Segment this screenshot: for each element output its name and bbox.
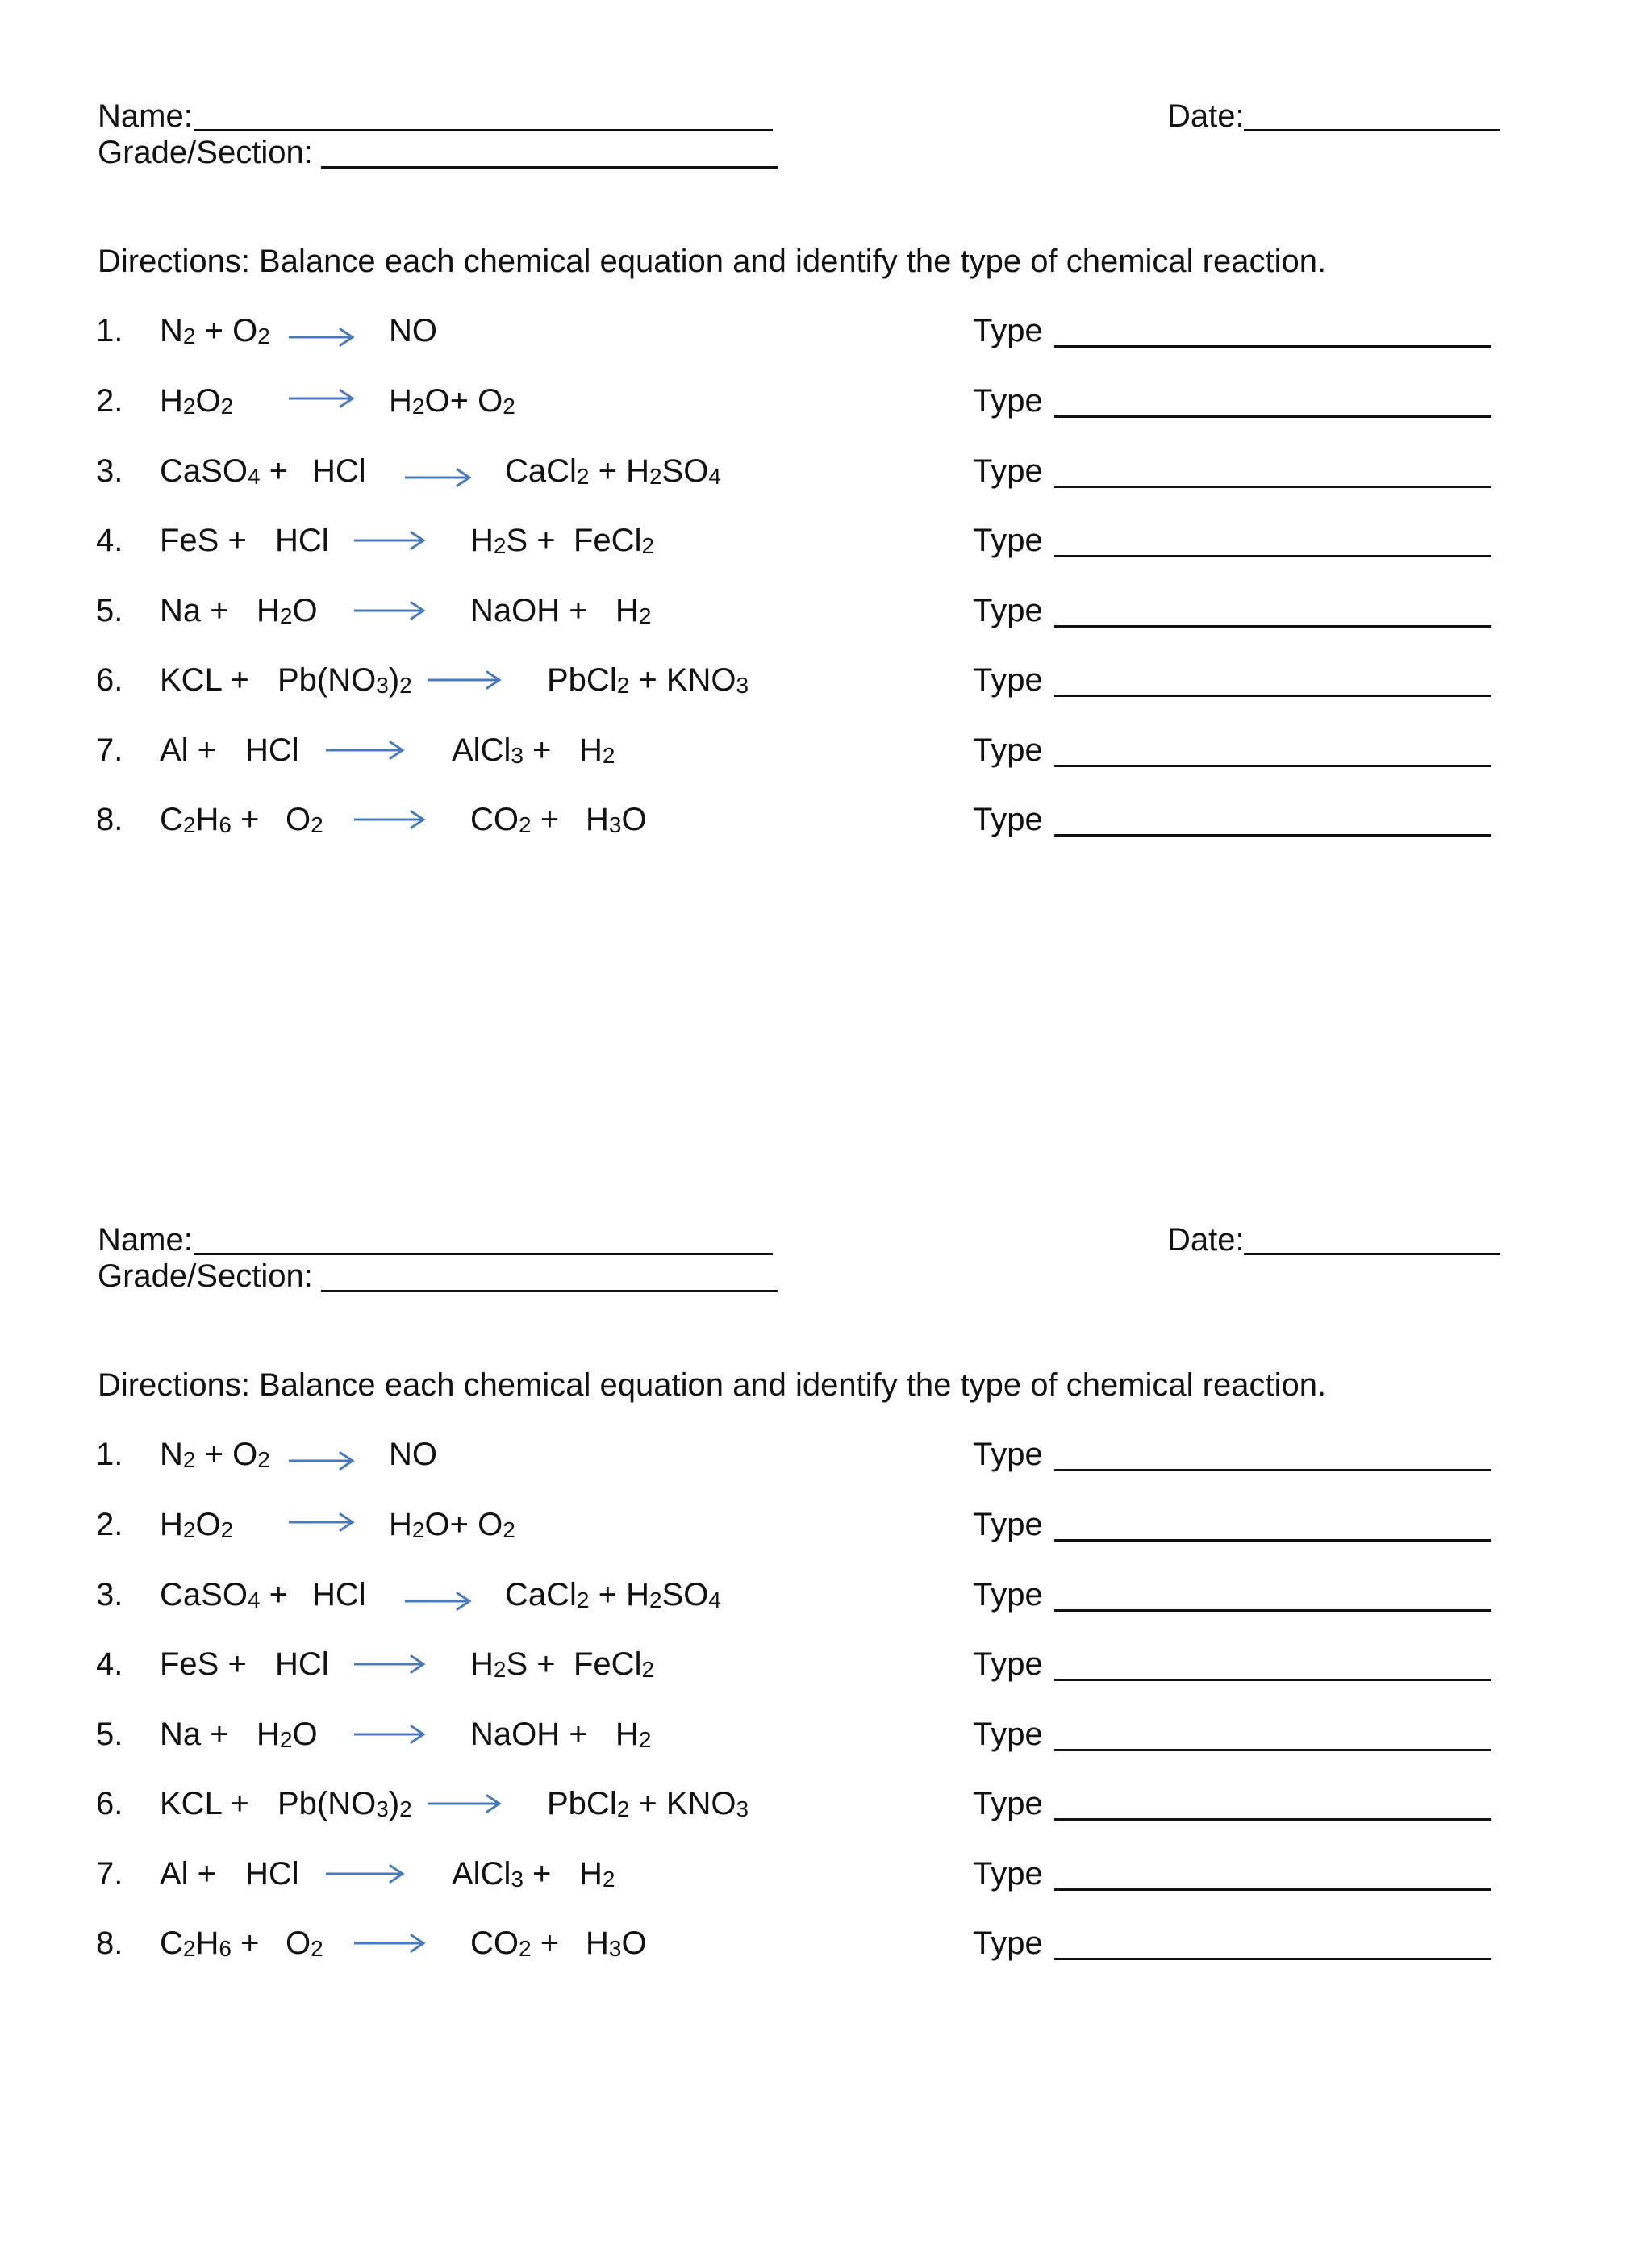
equation-number: 3. [96,453,123,489]
reaction-arrow-icon [353,524,426,557]
reactant-term: $H_2O$ [257,593,318,628]
equation-row [0,452,1652,500]
reactant-term: Al + [160,732,217,768]
equation-row [0,521,1652,570]
equation-number: 1. [96,313,123,348]
type-answer-field[interactable] [1054,1749,1491,1751]
reaction-arrow-icon [353,595,426,627]
reactant-term: Na + [160,1717,229,1752]
equation-number: 3. [96,1577,123,1613]
type-label: Type [973,662,1043,698]
product-term: CaCl$_2$ + $H_2SO_4$ [505,453,721,489]
equation-row [0,382,1652,430]
type-label: Type [973,1437,1043,1472]
type-label: Type [973,1646,1043,1682]
product-term: $H_3O$ [586,802,647,837]
equation-row [0,591,1652,640]
reactant-term: $H_2O_2$ [160,1507,234,1542]
type-label: Type [973,1925,1043,1961]
reaction-arrow-icon [287,1506,355,1538]
equation-number: 7. [96,1856,123,1892]
equation-number: 4. [96,523,123,558]
reaction-arrow-icon [324,1858,405,1890]
reaction-arrow-icon [353,1718,426,1750]
type-label: Type [973,732,1043,768]
reactant-term: Al + [160,1856,217,1892]
reaction-arrow-icon [353,1927,426,1959]
type-label: Type [973,1856,1043,1892]
product-term: $H_2$ [615,593,652,628]
grade-field[interactable] [321,1290,778,1292]
type-answer-field[interactable] [1054,415,1491,418]
equation-number: 6. [96,662,123,698]
product-term: AlCl$_3$ + [452,732,552,768]
type-label: Type [973,802,1043,837]
equation-number: 8. [96,1925,123,1961]
type-label: Type [973,1717,1043,1752]
product-term: $H_3O$ [586,1925,647,1961]
product-term: $H_2O+ O_2$ [389,1507,515,1542]
type-answer-field[interactable] [1054,625,1491,628]
date-label: Date: [1167,98,1245,134]
equation-number: 1. [96,1437,123,1472]
reactant-term: CaSO$_4$ + [160,453,288,489]
grade-label: Grade/Section: [98,1258,313,1294]
equation-number: 5. [96,593,123,628]
type-label: Type [973,453,1043,489]
type-label: Type [973,593,1043,628]
worksheet-bottom [0,1124,1652,2253]
reactant-term: HCl [275,523,329,558]
name-field[interactable] [194,1253,773,1255]
product-term: $H_2S$ + [470,1646,556,1682]
equation-number: 7. [96,732,123,768]
date-field[interactable] [1244,1253,1500,1255]
type-answer-field[interactable] [1054,834,1491,837]
directions-text: Directions: Balance each chemical equation and identify the type of chemical reaction. [98,1367,1327,1403]
equation-number: 2. [96,1507,123,1542]
reactant-term: $C_2H_6$ + [160,1925,260,1961]
reaction-arrow-icon [403,1585,472,1617]
equation-row [0,1505,1652,1554]
product-term: $H_2$ [579,732,615,768]
equation-row [0,731,1652,779]
type-answer-field[interactable] [1054,765,1491,767]
reaction-arrow-icon [287,321,355,353]
grade-label: Grade/Section: [98,135,313,170]
reaction-arrow-icon [287,1445,355,1477]
equation-row [0,1575,1652,1624]
type-answer-field[interactable] [1054,1958,1491,1960]
reaction-arrow-icon [426,1788,502,1820]
reactant-term: $Pb(NO_3)_2$ [277,1786,412,1821]
reactant-term: HCl [245,732,299,768]
directions-text: Directions: Balance each chemical equation and identify the type of chemical reaction. [98,244,1327,279]
product-term: $H_2$ [615,1717,652,1752]
type-label: Type [973,523,1043,558]
type-answer-field[interactable] [1054,1469,1491,1471]
product-term: $H_2S$ + [470,523,556,558]
reactant-term: HCl [275,1646,329,1682]
equation-number: 5. [96,1717,123,1752]
reactant-term: $C_2H_6$ + [160,802,260,837]
equation-row [0,800,1652,849]
equation-row [0,311,1652,360]
reactant-term: Na + [160,593,229,628]
reactant-term: CaSO$_4$ + [160,1577,288,1613]
name-label: Name: [98,98,193,134]
product-term: CaCl$_2$ + $H_2SO_4$ [505,1577,721,1613]
equation-row [0,1924,1652,1972]
equation-number: 8. [96,802,123,837]
product-term: $H_2$ [579,1856,615,1892]
reaction-arrow-icon [403,461,472,494]
type-label: Type [973,1786,1043,1821]
equation-row [0,1784,1652,1833]
product-term: NO [389,1437,437,1472]
product-term: NO [389,313,437,348]
product-term: NaOH + [470,593,588,628]
type-answer-field[interactable] [1054,1679,1491,1681]
reaction-arrow-icon [353,1648,426,1680]
type-answer-field[interactable] [1054,1609,1491,1612]
date-field[interactable] [1244,129,1500,131]
reactant-term: $N_2 + O_2$ [160,1437,270,1472]
type-label: Type [973,1577,1043,1613]
product-term: FeCl$_2$ [574,1646,655,1682]
date-label: Date: [1167,1222,1245,1258]
reactant-term: FeS + [160,1646,247,1682]
reactant-term: FeS + [160,523,247,558]
name-label: Name: [98,1222,193,1258]
reactant-term: KCL + [160,1786,249,1821]
reactant-term: $N_2 + O_2$ [160,313,270,348]
reactant-term: $Pb(NO_3)_2$ [277,662,412,698]
reactant-term: HCl [312,1577,366,1613]
equation-number: 2. [96,383,123,419]
equation-row [0,1855,1652,1903]
product-term: $CO_2$ + [470,802,560,837]
reaction-arrow-icon [324,734,405,766]
equation-row [0,661,1652,709]
type-answer-field[interactable] [1054,1888,1491,1891]
type-answer-field[interactable] [1054,345,1491,348]
equation-row [0,1715,1652,1763]
type-label: Type [973,313,1043,348]
product-term: $H_2O+ O_2$ [389,383,515,419]
reaction-arrow-icon [426,664,502,696]
product-term: PbCl$_2$ + $KNO_3$ [547,662,749,698]
reactant-term: $H_2O$ [257,1717,318,1752]
equation-row [0,1435,1652,1483]
reactant-term: HCl [245,1856,299,1892]
reactant-term: $H_2O_2$ [160,383,234,419]
product-term: $CO_2$ + [470,1925,560,1961]
type-answer-field[interactable] [1054,695,1491,697]
reaction-arrow-icon [353,803,426,836]
reactant-term: HCl [312,453,366,489]
product-term: AlCl$_3$ + [452,1856,552,1892]
product-term: FeCl$_2$ [574,523,655,558]
name-field[interactable] [194,129,773,131]
reaction-arrow-icon [287,382,355,415]
type-answer-field[interactable] [1054,1539,1491,1542]
equation-number: 4. [96,1646,123,1682]
type-answer-field[interactable] [1054,486,1491,488]
type-answer-field[interactable] [1054,555,1491,557]
reactant-term: KCL + [160,662,249,698]
reactant-term: $O_2$ [286,1925,323,1961]
type-answer-field[interactable] [1054,1818,1491,1821]
product-term: NaOH + [470,1717,588,1752]
reactant-term: $O_2$ [286,802,323,837]
equation-number: 6. [96,1786,123,1821]
equation-row [0,1645,1652,1693]
type-label: Type [973,383,1043,419]
grade-field[interactable] [321,166,778,169]
type-label: Type [973,1507,1043,1542]
product-term: PbCl$_2$ + $KNO_3$ [547,1786,749,1821]
